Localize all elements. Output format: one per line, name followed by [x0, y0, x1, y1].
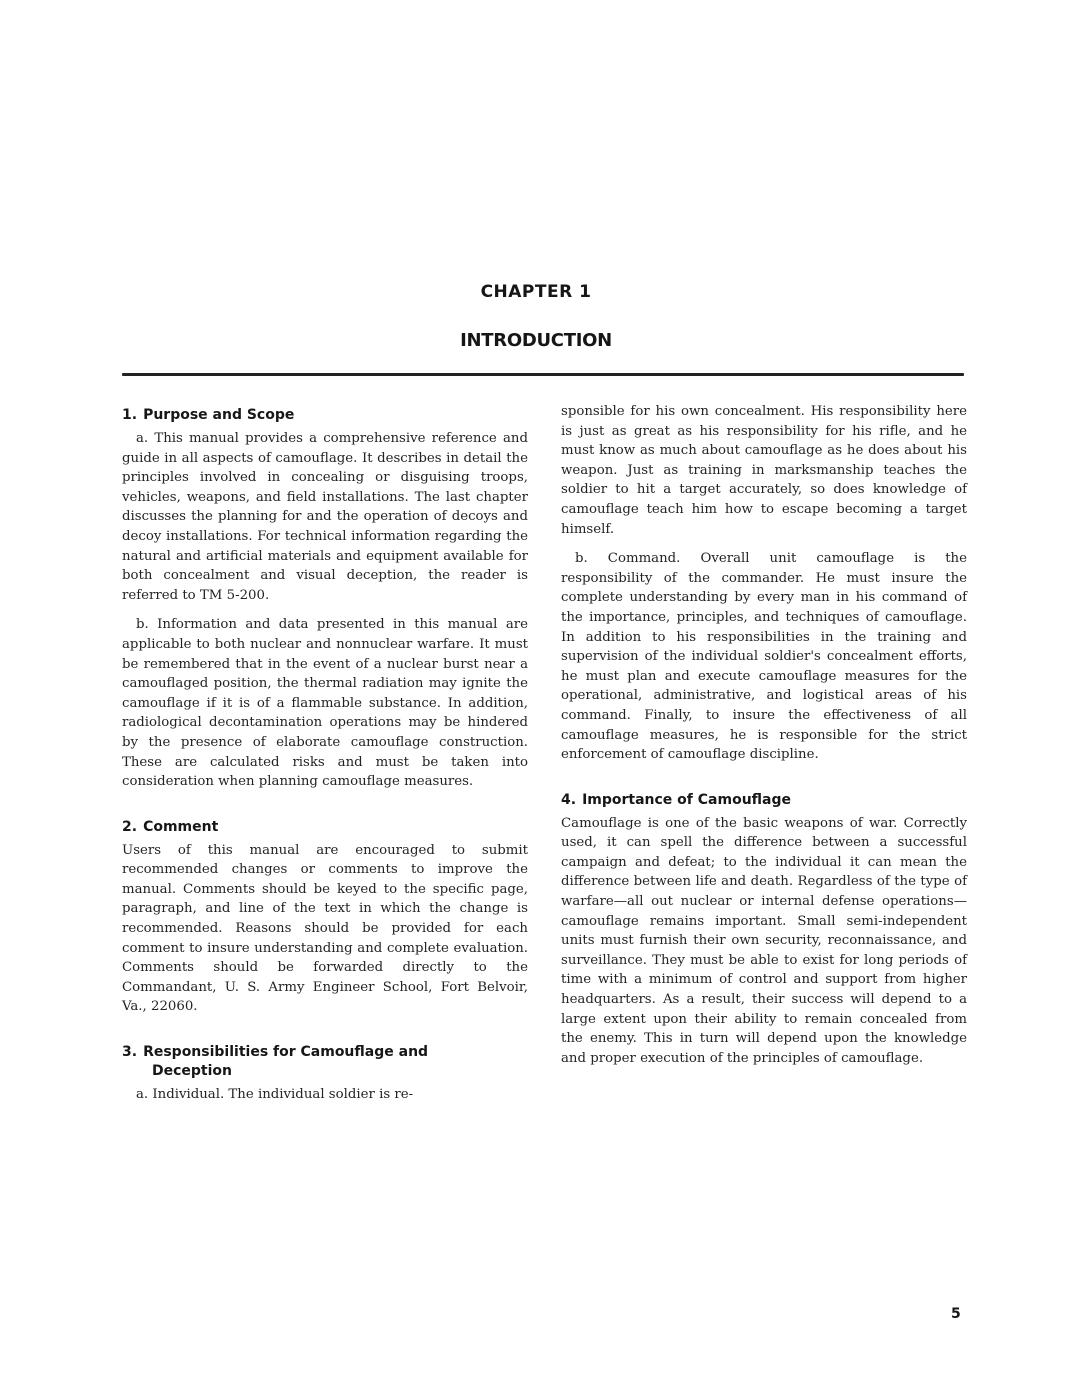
paragraph-3a-start: a. Individual. The individual soldier is re-: [136, 1087, 414, 1103]
section-heading-importance-of-camouflage: [561, 791, 967, 810]
section-title: Purpose and Scope: [143, 407, 295, 423]
paragraph-3a-continued: sponsible for his own concealment. His responsibility here is just as great as his responsibility for his rifle, and he must know as much about camouflage as he does about his weapon. Just as training in marksmanship teaches the soldier to hit a target accurately, so does knowledge of camouflage teach him how to escape becoming a target himself.: [561, 404, 967, 537]
section-title-line1: Responsibilities for Camouflage and: [143, 1044, 429, 1061]
chapter-title: INTRODUCTION: [460, 330, 612, 351]
paragraph-3b: b. Command. Overall unit camouflage is the responsibility of the commander. He must insure the complete understanding by every man in his command of the importance, principles, and techniques of camouflage. In addition to his responsibilities in the training and supervision of the individual soldier's concealment efforts, he must plan and execute camouflage measures for the operational, administrative, and logistical areas of his command. Finally, to insure the effectiveness of all camouflage measures, he is responsible for the strict enforcement of camouflage discipline.: [561, 551, 967, 763]
section-title-line2: Deception: [152, 1063, 233, 1080]
paragraph-1b: b. Information and data presented in this manual are applicable to both nuclear and nonnuclear warfare. It must be remembered that in the event of a nuclear burst near a camouflaged position, the thermal radiation may ignite the camouflage if it is of a flammable substance. In addition, radiological decontamination operations may be hindered by the presence of elaborate camouflage construction. These are calculated risks and must be taken into consideration when planning camouflage measures.: [122, 617, 528, 790]
section-heading-comment: [122, 818, 528, 837]
section-heading-responsibilities: [122, 1043, 528, 1081]
page-number: 5: [951, 1306, 961, 1322]
section-heading-purpose-and-scope: [122, 406, 528, 425]
section-number: 3.: [122, 1044, 138, 1061]
spacer: [122, 1027, 528, 1043]
right-column: [561, 402, 967, 1078]
paragraph-4: Camouflage is one of the basic weapons of war. Correctly used, it can spell the difference between a successful campaign and defeat; to the individual it can mean the difference between life and death. Regardless of the type of warfare—all out nuclear or internal defense operations—camouflage remains important. Small semi-independent units must furnish their own security, reconnaissance, and surveillance. They must be able to exist for long periods of time with a minimum of control and support from higher headquarters. As a result, their success will depend to a large extent upon their ability to remain concealed from the enemy. This in turn will depend upon the knowledge and proper execution of the principles of camouflage.: [561, 815, 967, 1066]
left-column: [122, 406, 528, 1115]
section-number: 4.: [561, 791, 577, 808]
section-title: Comment: [143, 818, 219, 835]
spacer: [122, 802, 528, 818]
spacer: [561, 775, 967, 791]
section-number: 1.: [122, 407, 138, 423]
chapter-number: CHAPTER 1: [480, 282, 592, 302]
paragraph-2: Users of this manual are encouraged to submit recommended changes or comments to improve the manual. Comments should be keyed to the specific page, paragraph, and line of the text in which the change is recommended. Reasons should be provided for each comment to insure understanding and complete evaluation. Comments should be forwarded directly to the Commandant, U. S. Army Engineer School, Fort Belvoir, Va., 22060.: [122, 842, 528, 1015]
section-number: 2.: [122, 818, 138, 835]
paragraph-1a: a. This manual provides a comprehensive reference and guide in all aspects of camouflage. It describes in detail the principles involved in concealing or disguising troops, vehicles, weapons, and field installations. The last chapter discusses the planning for and the operation of decoys and decoy installations. For technical information regarding the natural and artificial materials and equipment available for both concealment and visual deception, the reader is referred to TM 5-200.: [122, 431, 528, 603]
section-title: Importance of Camouflage: [582, 791, 791, 808]
horizontal-rule: [122, 373, 964, 376]
